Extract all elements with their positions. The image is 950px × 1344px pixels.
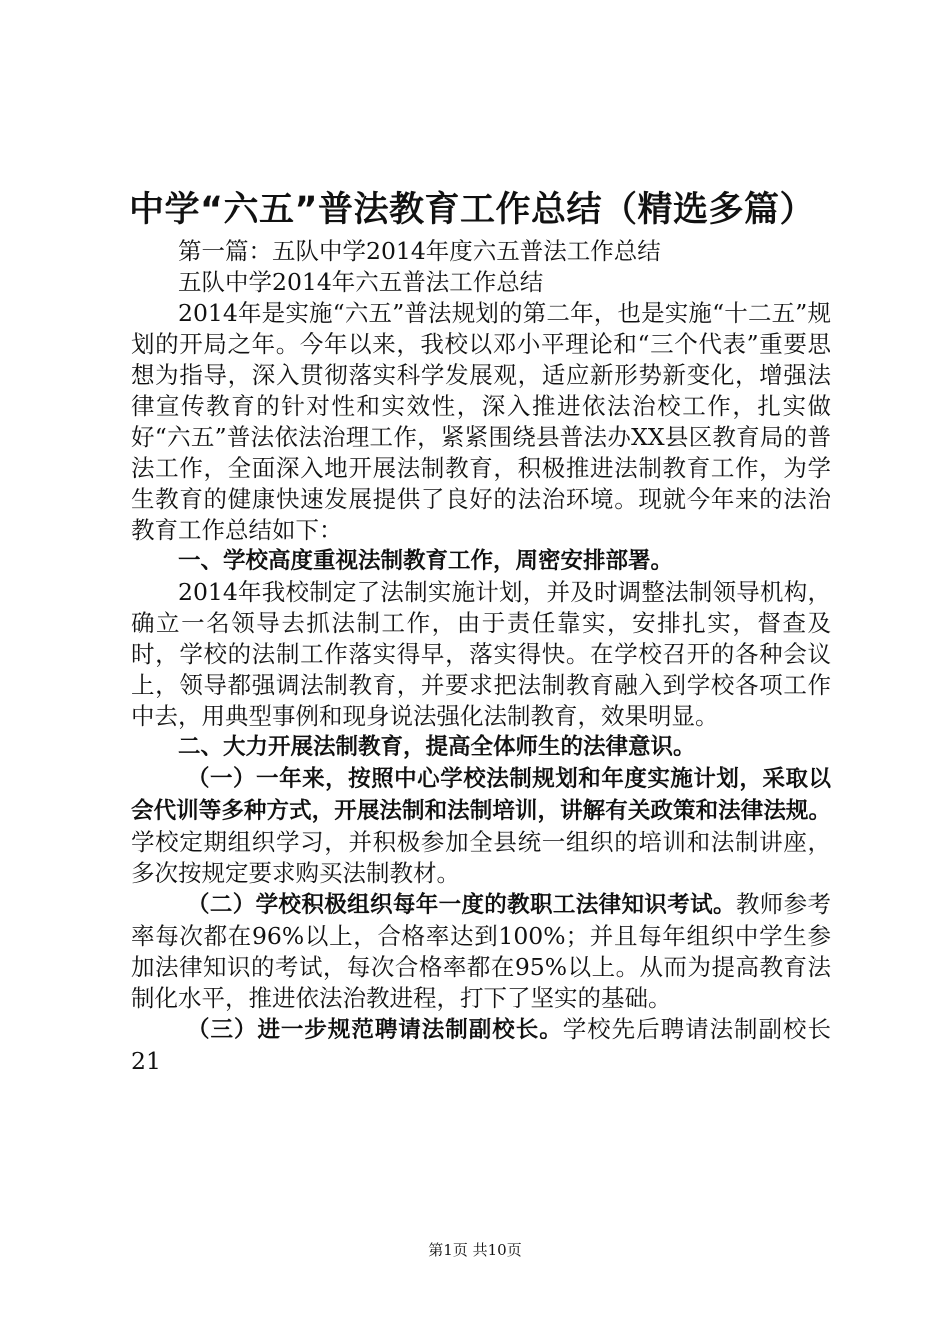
paragraph-item-3 <box>131 1014 831 1077</box>
item-3-text: 学校先后聘请法制副校长21 <box>131 1015 831 1075</box>
item-3-bold: （三）进一步规范聘请法制副校长。 <box>187 1017 563 1043</box>
paragraph-item-2 <box>131 889 831 1014</box>
item-2-text: 教师参考率每次都在96%以上，合格率达到100%；并且每年组织中学生参加法律知识的考试，每次合格率都在95%以上。从而为提高教育法制化水平，推进依法治教进程，打下了坚实的基础。 <box>131 890 832 1012</box>
document-title: 中学“六五”普法教育工作总结（精选多篇） <box>129 190 816 230</box>
heading-section-2: 二、大力开展法制教育，提高全体师生的法律意识。 <box>178 734 696 760</box>
subtitle-first-article: 第一篇：五队中学2014年度六五普法工作总结 <box>178 237 661 265</box>
page-number-footer: 第1页 共10页 <box>428 1241 522 1259</box>
item-2-bold: （二）学校积极组织每年一度的教职工法律知识考试。 <box>187 892 736 918</box>
paragraph-item-1 <box>131 763 831 889</box>
paragraph-intro: 2014年是实施“六五”普法规划的第二年，也是实施“十二五”规划的开局之年。今年以来，我校以邓小平理论和“三个代表”重要思想为指导，深入贯彻落实科学发展观，适应新形势新变化，增强法律宣传教育的针对性和实效性，深入推进依法治校工作，扎实做好“六五”普法依法治理工作，紧紧围绕县普法办XX县区教育局的普法工作，全面深入地开展法制教育，积极推进法制教育工作，为学生教育的健康快速发展提供了良好的法治环境。现就今年来的法治教育工作总结如下： <box>131 299 831 544</box>
item-1-bold: （一）一年来，按照中心学校法制规划和年度实施计划，采取以会代训等多种方式，开展法制和法制培训，讲解有关政策和法律法规。 <box>131 766 831 824</box>
paragraph-section-1: 2014年我校制定了法制实施计划，并及时调整法制领导机构，确立一名领导去抓法制工作，由于责任靠实，安排扎实，督查及时，学校的法制工作落实得早，落实得快。在学校召开的各种会议上，领导都强调法制教育，并要求把法制教育融入到学校各项工作中去，用典型事例和现身说法强化法制教育，效果明显。 <box>131 578 831 730</box>
subtitle-summary: 五队中学2014年六五普法工作总结 <box>178 268 544 296</box>
heading-section-1: 一、学校高度重视法制教育工作，周密安排部署。 <box>178 548 674 574</box>
document-body <box>131 188 831 1077</box>
item-1-text: 学校定期组织学习，并积极参加全县统一组织的培训和法制讲座，多次按规定要求购买法制教材。 <box>131 828 831 887</box>
